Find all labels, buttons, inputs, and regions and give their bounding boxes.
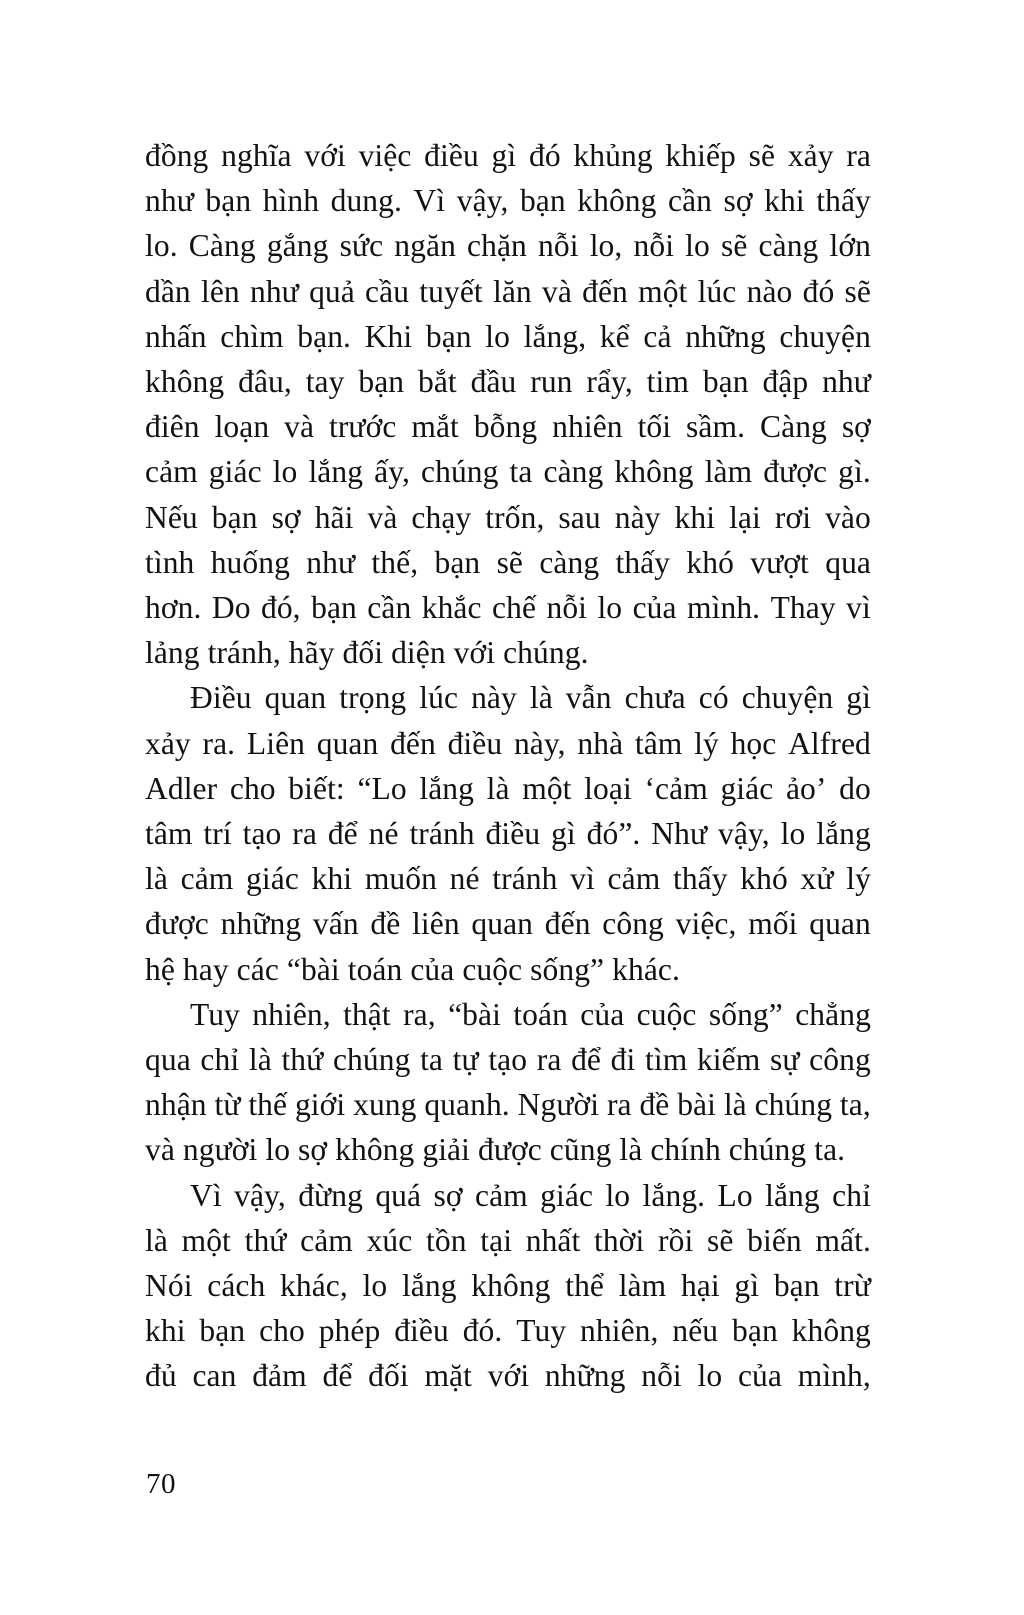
text-line: nhấn chìm bạn. Khi bạn lo lắng, kể cả những chuyện (145, 318, 871, 354)
text-line: là một thứ cảm xúc tồn tại nhất thời rồi sẽ biến mất. (145, 1222, 871, 1258)
text-line: tâm trí tạo ra để né tránh điều gì đó”. Như vậy, lo lắng (145, 816, 871, 852)
text-line: cảm giác lo lắng ấy, chúng ta càng không làm được gì. (145, 454, 871, 490)
text-line: khi bạn cho phép điều đó. Tuy nhiên, nếu bạn không (145, 1313, 871, 1349)
page-body-text (145, 133, 871, 1399)
text-line: Nói cách khác, lo lắng không thể làm hại gì bạn trừ (145, 1268, 871, 1304)
text-line: hơn. Do đó, bạn cần khắc chế nỗi lo của mình. Thay vì (145, 590, 871, 626)
text-line: lảng tránh, hãy đối diện với chúng. (145, 635, 589, 671)
text-line: nhận từ thế giới xung quanh. Người ra đề bài là chúng ta, (145, 1087, 871, 1123)
text-line: qua chỉ là thứ chúng ta tự tạo ra để đi tìm kiếm sự công (145, 1042, 871, 1078)
text-line: không đâu, tay bạn bắt đầu run rẩy, tim bạn đập như (145, 364, 871, 400)
text-line: hệ hay các “bài toán của cuộc sống” khác. (145, 951, 680, 987)
text-line: Nếu bạn sợ hãi và chạy trốn, sau này khi lại rơi vào (145, 499, 871, 535)
text-line: Vì vậy, đừng quá sợ cảm giác lo lắng. Lo lắng chỉ (190, 1177, 871, 1213)
text-line: là cảm giác khi muốn né tránh vì cảm thấy khó xử lý (145, 861, 871, 897)
text-line: đồng nghĩa với việc điều gì đó khủng khiếp sẽ xảy ra (145, 138, 871, 173)
page-number: 70 (146, 1468, 176, 1500)
text-line: tình huống như thế, bạn sẽ càng thấy khó vượt qua (145, 544, 871, 580)
text-line: đủ can đảm để đối mặt với những nỗi lo của mình, (145, 1358, 871, 1394)
text-line: và người lo sợ không giải được cũng là chính chúng ta. (145, 1132, 846, 1168)
text-line: lo. Càng gắng sức ngăn chặn nỗi lo, nỗi lo sẽ càng lớn (145, 228, 871, 264)
text-line: dần lên như quả cầu tuyết lăn và đến một lúc nào đó sẽ (145, 273, 871, 309)
text-line: Điều quan trọng lúc này là vẫn chưa có chuyện gì (190, 680, 871, 716)
text-line: xảy ra. Liên quan đến điều này, nhà tâm lý học Alfred (145, 725, 871, 761)
text-line: điên loạn và trước mắt bỗng nhiên tối sầm. Càng sợ (145, 409, 871, 445)
text-line: Adler cho biết: “Lo lắng là một loại ‘cảm giác ảo’ do (145, 770, 871, 806)
text-line: được những vấn đề liên quan đến công việc, mối quan (145, 906, 871, 942)
text-line: như bạn hình dung. Vì vậy, bạn không cần sợ khi thấy (145, 183, 871, 219)
text-line: Tuy nhiên, thật ra, “bài toán của cuộc sống” chẳng (190, 996, 871, 1032)
